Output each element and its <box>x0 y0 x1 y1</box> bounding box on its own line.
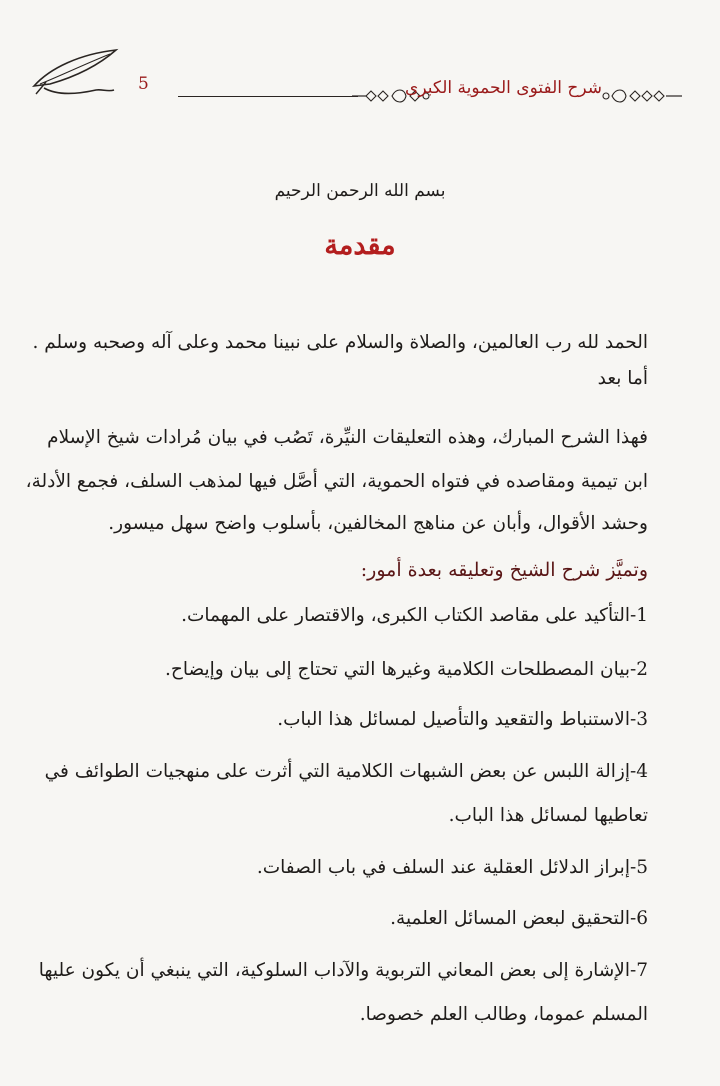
list-item: 4-إزالة اللبس عن بعض الشبهات الكلامية التي أثرت على منهجيات الطوائف في <box>44 761 648 782</box>
list-item: 5-إبراز الدلائل العقلية عند السلف في باب الصفات. <box>256 857 648 878</box>
list-item-continuation: المسلم عموما، وطالب العلم خصوصا. <box>359 1004 648 1025</box>
header-rule <box>178 96 358 97</box>
list-item: 7-الإشارة إلى بعض المعاني التربوية والآداب السلوكية، التي ينبغي أن يكون عليها <box>38 960 648 981</box>
floral-divider-icon <box>600 86 682 106</box>
chapter-title: مقدمة <box>324 230 396 261</box>
page-number: 5 <box>138 74 149 94</box>
quill-pen-icon <box>30 46 120 100</box>
paragraph-line: فهذا الشرح المبارك، وهذه التعليقات النيِّرة، تَصُب في بيان مُرادات شيخ الإسلام <box>47 427 648 448</box>
list-item: 3-الاستنباط والتقعيد والتأصيل لمسائل هذا الباب. <box>277 709 648 730</box>
list-item: 6-التحقيق لبعض المسائل العلمية. <box>390 908 648 929</box>
list-item: 2-بيان المصطلحات الكلامية وغيرها التي تحتاج إلى بيان وإيضاح. <box>165 659 648 680</box>
paragraph-line: وحشد الأقوال، وأبان عن مناهج المخالفين، بأسلوب واضح سهل ميسور. <box>108 513 648 534</box>
praise-line: الحمد لله رب العالمين، والصلاة والسلام على نبينا محمد وعلى آله وصحبه وسلم . <box>32 332 648 353</box>
list-item-continuation: تعاطيها لمسائل هذا الباب. <box>448 805 648 826</box>
paragraph-line: ابن تيمية ومقاصده في فتواه الحموية، التي أصَّل فيها لمذهب السلف، فجمع الأدلة، <box>25 471 648 492</box>
running-title: شرح الفتوى الحموية الكبرى <box>405 78 602 98</box>
features-lead: وتميَّز شرح الشيخ وتعليقه بعدة أمور: <box>360 559 648 581</box>
list-item: 1-التأكيد على مقاصد الكتاب الكبرى، والاقتصار على المهمات. <box>181 605 648 626</box>
basmala: بسم الله الرحمن الرحيم <box>274 181 446 201</box>
amma-bad: أما بعد <box>597 368 648 389</box>
